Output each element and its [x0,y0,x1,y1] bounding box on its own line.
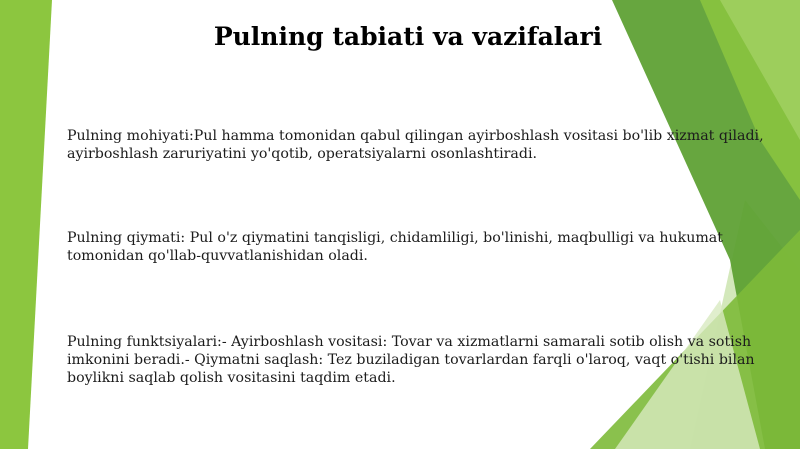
paragraph-qiymati: Pulning qiymati: Pul o'z qiymatini tanqisligi, chidamliligi, bo'linishi, maqbulligi va hukumat tomonidan qo'llab-quvvatlanishidan oladi. [67,230,723,264]
paragraph-funktsiyalari: Pulning funktsiyalari:- Ayirboshlash vositasi: Tovar va xizmatlarni samarali sotib olish va sotish imkonini beradi.- Qiymatni saqlash: Tez buziladigan tovarlardan farqli o'laroq, vaqt o'tishi bilan boylikni saqlab qolish vositasini taqdim etadi. [67,334,755,386]
paragraph-mohiyati: Pulning mohiyati:Pul hamma tomonidan qabul qilingan ayirboshlash vositasi bo'lib xizmat qiladi, ayirboshlash zaruriyatini yo'qotib, operatsiyalarni osonlashtiradi. [67,128,764,162]
slide-title: Pulning tabiati va vazifalari [213,22,603,51]
left-green-wedge [0,0,52,449]
